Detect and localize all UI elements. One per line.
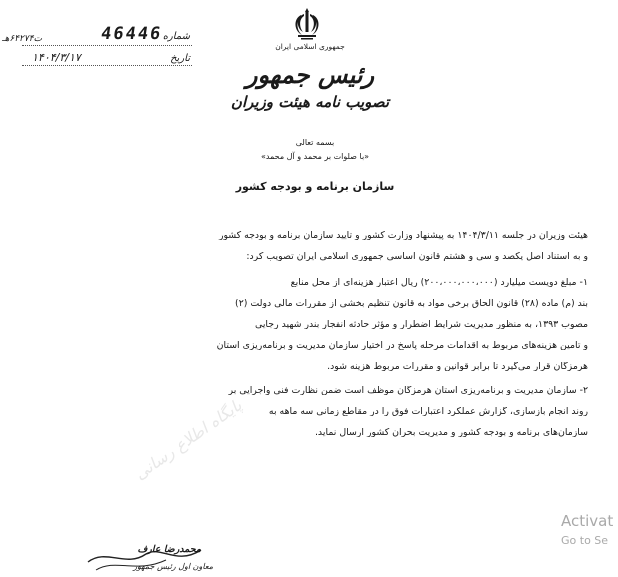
letter-number-line	[22, 45, 192, 46]
bismillah-line: بسمه تعالی	[295, 138, 335, 147]
letter-date: ۱۴۰۴/۳/۱۷	[32, 51, 81, 64]
office-title: رئیس جمهور	[245, 60, 375, 89]
body-line: و تأمین هزینه‌های مربوط به اقدامات مرحله پاسخ در اختیار سازمان مدیریت و برنامه‌ریزی استان	[216, 341, 588, 351]
body-line: هیئت وزیران در جلسه ۱۴۰۴/۳/۱۱ به پیشنهاد وزارت کشور و تأیید سازمان برنامه و بودجه کشور	[218, 231, 588, 241]
signer-title: معاون اول رئیس جمهور	[133, 562, 213, 571]
body-line: و به استناد اصل یکصد و سی و هشتم قانون اساسی جمهوری اسلامی ایران تصویب کرد:	[246, 252, 588, 262]
watermark: پایگاه اطلاع رسانی	[130, 395, 246, 484]
body-line: سازمان‌های برنامه و بودجه کشور و مدیریت بحران کشور ارسال نماید.	[314, 428, 588, 438]
signer-name: محمدرضا عارف	[137, 544, 201, 555]
letter-date-row	[22, 51, 190, 68]
letter-number-row	[2, 24, 190, 46]
letter-date-line	[22, 65, 192, 66]
letter-number-label: شماره	[162, 31, 190, 42]
recipient-title: سازمان برنامه و بودجه کشور	[235, 180, 395, 193]
iran-emblem-icon	[292, 8, 322, 40]
letter-number: 46446	[99, 24, 164, 44]
activation-title: Activat	[561, 512, 614, 530]
body-line: ۲- سازمان مدیریت و برنامه‌ریزی استان هرمزگان موظف است ضمن نظارت فنی واجرایی بر	[228, 386, 588, 396]
body-line: هرمزگان قرار می‌گیرد تا برابر قوانین و مقررات مربوط هزینه شود.	[327, 362, 588, 372]
body-line: بند (م) ماده (۲۸) قانون الحاق برخی مواد به قانون تنظیم بخشی از مقررات مالی دولت (۲)	[235, 299, 588, 309]
letter-side-number: ت۶۴۲۷۴هـ	[2, 34, 43, 44]
body-line: مصوب ۱۳۹۳، به منظور مدیریت شرایط اضطرار و مؤثر حادثه انفجار بندر شهید رجایی	[255, 320, 588, 330]
document-type: تصویب نامه هیئت وزیران	[230, 93, 390, 111]
letter-date-label: تاریخ	[170, 53, 190, 64]
body-line: روند انجام بازسازی، گزارش عملکرد اعتبارات فوق را در مقاطع زمانی سه ماهه به	[268, 407, 588, 417]
activation-subtitle: Go to Se	[561, 534, 609, 547]
signature-block	[86, 540, 213, 577]
government-name: جمهوری اسلامی ایران	[275, 42, 345, 51]
body-line: ۱- مبلغ دویست میلیارد (۲۰۰،۰۰۰،۰۰۰،۰۰۰) ریال اعتبار هزینه‌ای از محل منابع	[290, 278, 588, 288]
salawat-line: «با صلوات بر محمد و آل محمد»	[260, 152, 370, 161]
letter-meta	[2, 24, 190, 68]
